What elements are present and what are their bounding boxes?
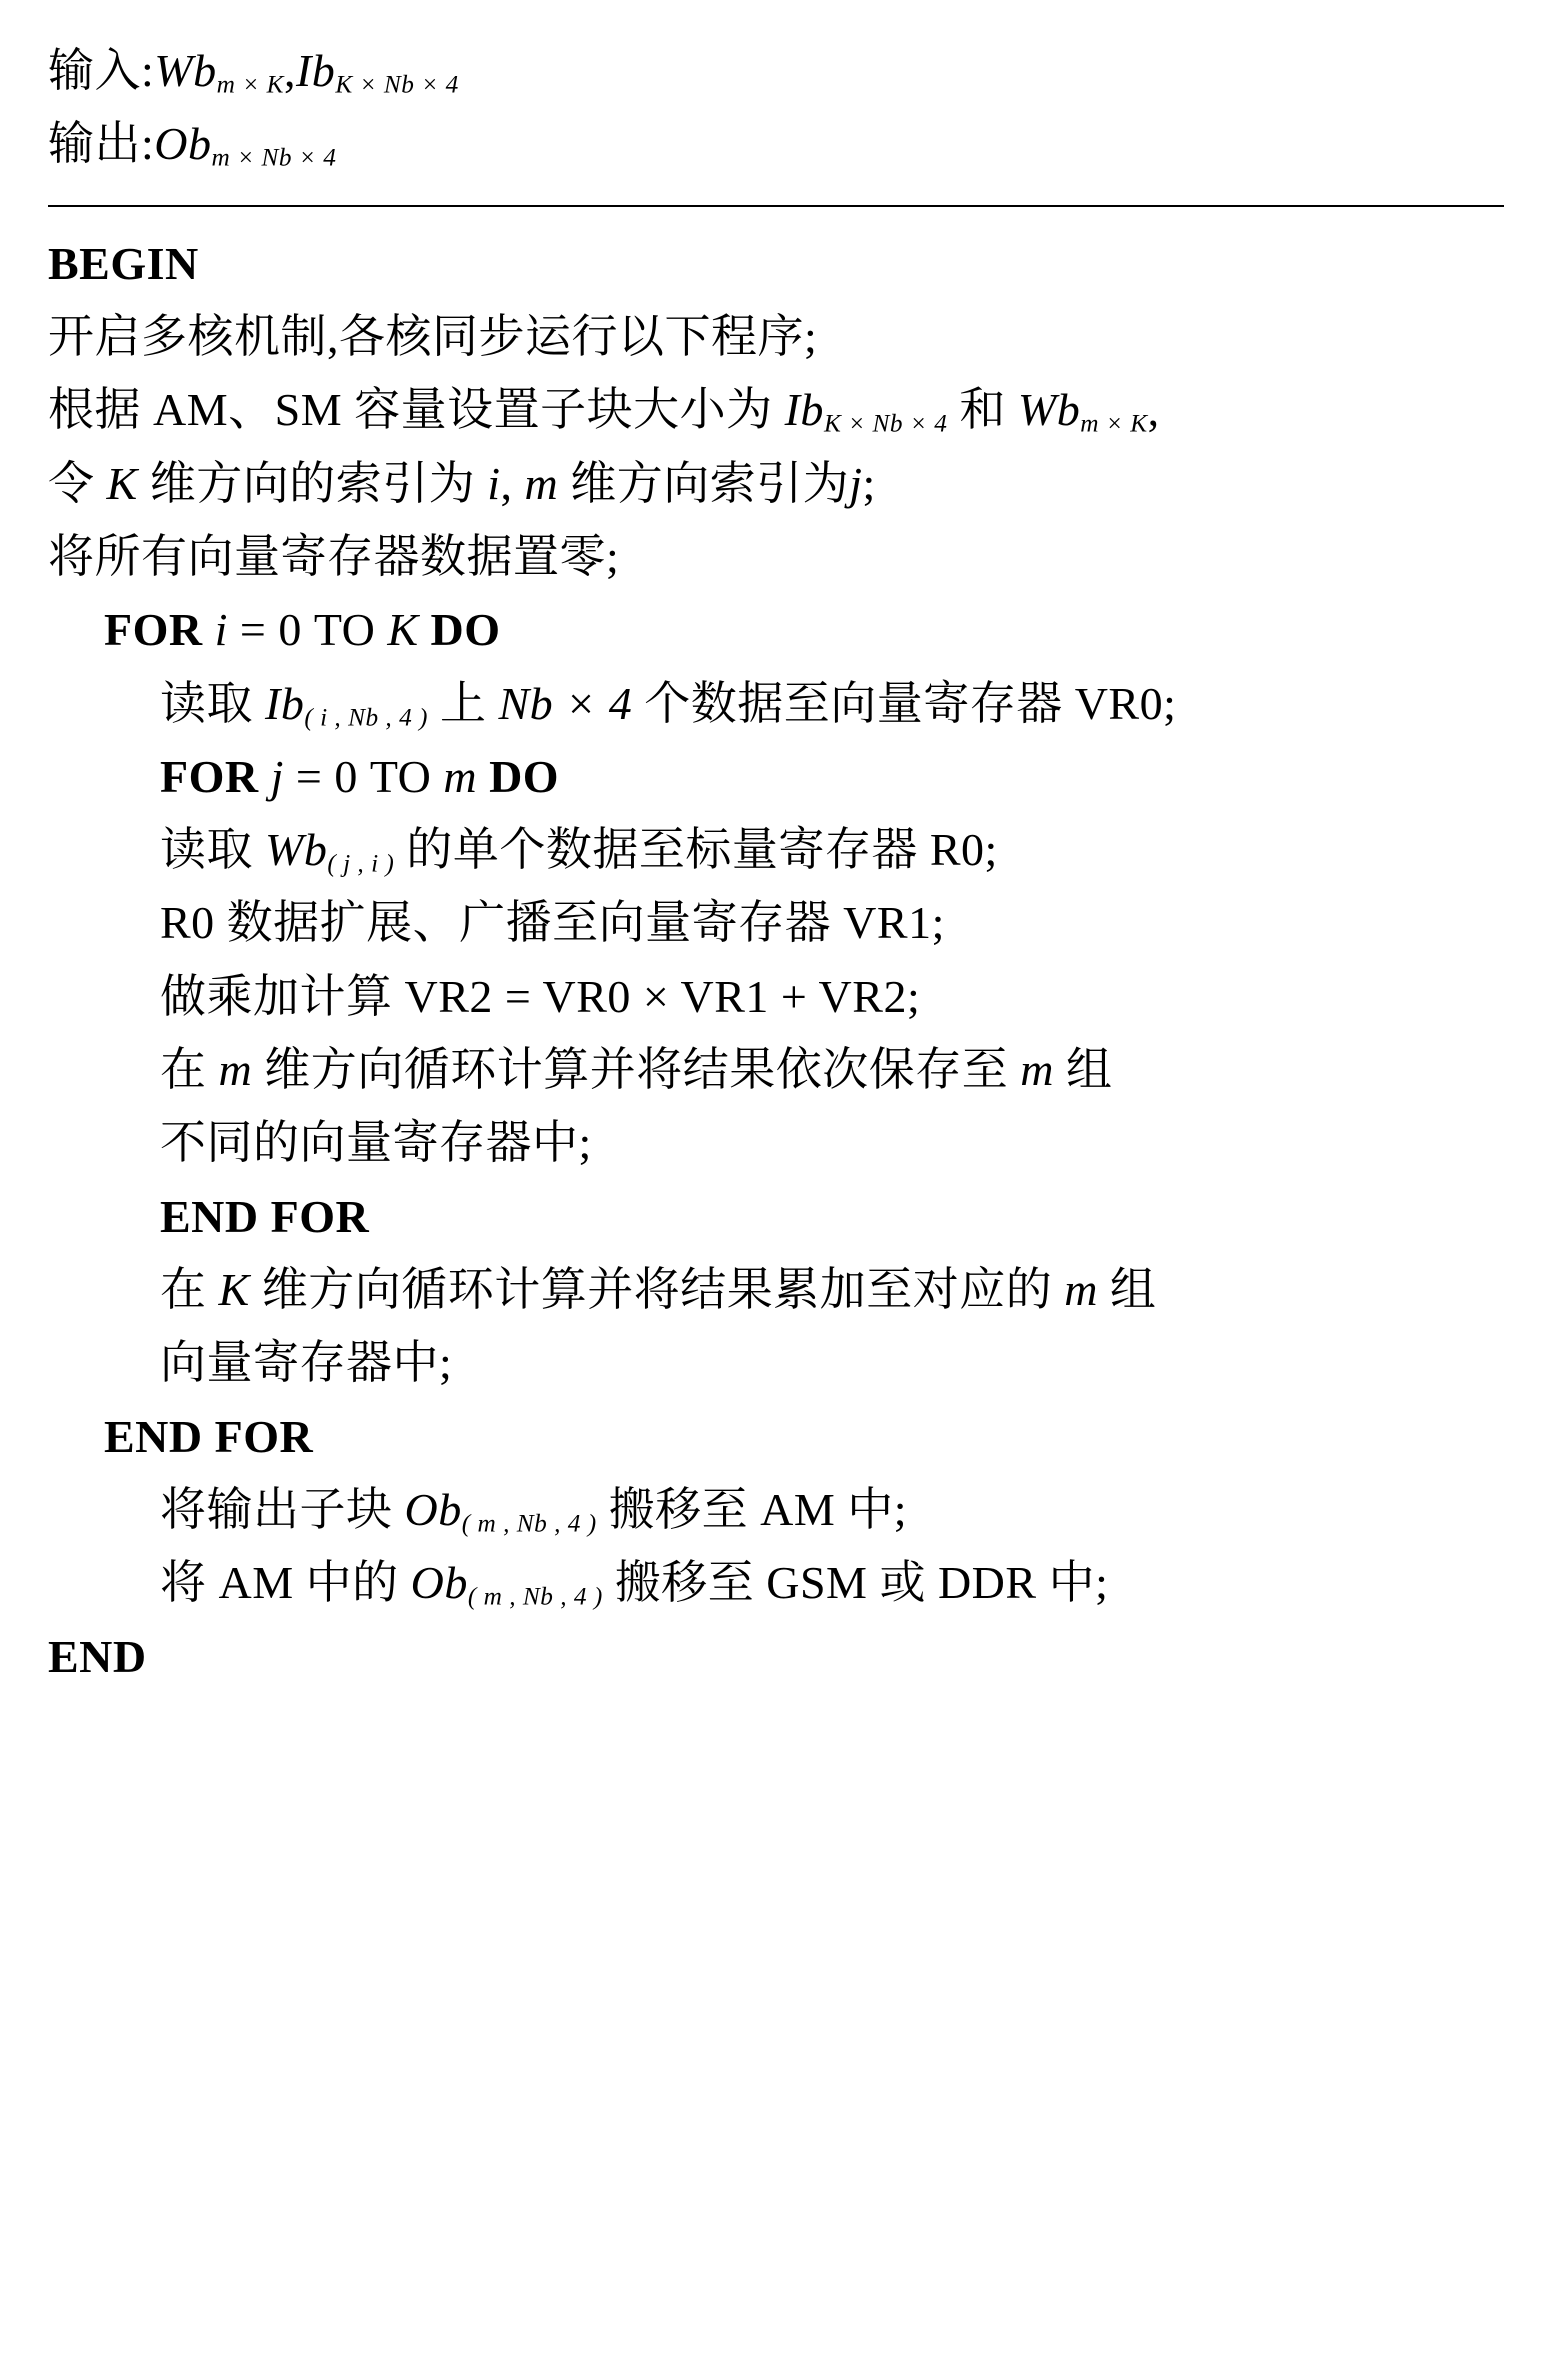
step-subblock-mid: 和: [959, 384, 1006, 436]
for-var-j: j: [270, 750, 284, 802]
output-var: Ob: [154, 118, 212, 170]
for-init-i: = 0: [239, 604, 302, 656]
do-keyword-j: DO: [489, 750, 560, 802]
step-read-wb-var-sub: ( j , i ): [327, 849, 395, 878]
step-read-wb-b: 的单个数据至标量寄存器 R0;: [406, 824, 998, 876]
for-limit-j: m: [443, 750, 478, 802]
step-subblock-size-text-a: 根据 AM、SM 容量设置子块大小为: [48, 384, 773, 436]
step-move-gsm-a: 将 AM 中的: [160, 1557, 399, 1609]
step-index-j: j: [849, 457, 863, 509]
step-mac: 做乘加计算 VR2 = VR0 × VR1 + VR2;: [160, 970, 921, 1022]
step-index-b: 维方向的索引为: [149, 457, 476, 509]
step-multicore: 开启多核机制,各核同步运行以下程序;: [48, 310, 818, 362]
input-comma: ,: [283, 45, 296, 96]
input-var1: Wb: [154, 45, 217, 96]
step-index-c: 维方向索引为: [570, 457, 850, 509]
step-read-ib-var-sub: ( i , Nb , 4 ): [304, 702, 428, 731]
step-move-gsm-var-sub: ( m , Nb , 4 ): [467, 1582, 603, 1611]
output-label: 输出: [48, 118, 141, 170]
step-index-a: 令: [48, 457, 95, 509]
begin-keyword: BEGIN: [48, 237, 199, 289]
step-move-am-var-sub: ( m , Nb , 4 ): [461, 1509, 597, 1538]
step-m-loop-cont: 不同的向量寄存器中;: [160, 1117, 592, 1169]
step-index-def: [48, 451, 1504, 516]
step-read-wb-a: 读取: [160, 824, 253, 876]
step-m-loop-c: 组: [1065, 1044, 1113, 1096]
output-var-sub: m × Nb × 4: [211, 143, 337, 172]
step-k-loop: [48, 1257, 1504, 1322]
step-move-gsm-var: Ob: [410, 1557, 468, 1609]
step-index-m: m: [524, 457, 559, 509]
step-read-ib: [48, 671, 1504, 736]
input-label: 输入: [48, 45, 141, 96]
step-subblock-size: [48, 377, 1504, 442]
step-k-loop-a: 在: [160, 1264, 207, 1315]
for-limit-i: K: [387, 604, 419, 656]
end-keyword: END: [48, 1630, 147, 1682]
step-subblock-var1: Ib: [784, 384, 824, 436]
input-var2: Ib: [295, 45, 336, 96]
for-loop-i: [48, 597, 1504, 662]
end-for-inner: END FOR: [160, 1190, 370, 1242]
step-m-loop-a: 在: [160, 1044, 207, 1096]
step-read-ib-a: 读取: [160, 677, 253, 729]
step-k-loop-m: m: [1064, 1264, 1098, 1315]
step-read-ib-var: Ib: [265, 677, 305, 729]
step-move-am-var: Ob: [404, 1483, 462, 1535]
input-var2-sub: K × Nb × 4: [335, 70, 459, 99]
for-keyword-i: FOR: [104, 604, 203, 656]
step-read-wb: [48, 817, 1504, 882]
for-to-j: TO: [369, 750, 432, 802]
step-move-gsm-b: 搬移至 GSM 或 DDR 中;: [614, 1557, 1109, 1609]
step-k-loop-c: 组: [1109, 1264, 1157, 1315]
step-move-to-gsm: [48, 1550, 1504, 1615]
output-line: [48, 111, 1504, 176]
input-var1-sub: m × K: [216, 70, 284, 99]
step-index-i: i: [487, 457, 501, 509]
step-move-am-a: 将输出子块: [160, 1483, 393, 1535]
step-k-loop-cont: 向量寄存器中;: [160, 1337, 453, 1389]
step-read-wb-var: Wb: [265, 824, 328, 876]
output-colon: :: [141, 118, 155, 170]
step-subblock-tail: ,: [1147, 384, 1160, 436]
input-line: [48, 38, 1504, 103]
for-init-j: = 0: [295, 750, 358, 802]
step-m-loop: [48, 1037, 1504, 1102]
do-keyword-i: DO: [430, 604, 501, 656]
step-index-tail: ;: [862, 457, 876, 509]
for-loop-j: [48, 744, 1504, 809]
step-m-loop-b: 维方向循环计算并将结果依次保存至: [264, 1044, 1009, 1096]
step-broadcast: R0 数据扩展、广播至向量寄存器 VR1;: [160, 897, 945, 949]
algorithm-header: [48, 38, 1504, 195]
for-to-i: TO: [313, 604, 376, 656]
for-var-i: i: [214, 604, 228, 656]
for-keyword-j: FOR: [160, 750, 259, 802]
header-divider: [48, 205, 1504, 207]
step-read-ib-c: 个数据至向量寄存器 VR0;: [644, 677, 1177, 729]
step-subblock-var2-sub: m × K: [1080, 409, 1148, 438]
step-move-am-b: 搬移至 AM 中;: [608, 1483, 908, 1535]
step-k-loop-k: K: [218, 1264, 250, 1315]
step-zero-registers: 将所有向量寄存器数据置零;: [48, 530, 620, 582]
input-colon: :: [141, 45, 155, 96]
step-subblock-var2: Wb: [1017, 384, 1081, 436]
step-read-ib-b: 上: [439, 677, 487, 729]
step-k-loop-b: 维方向循环计算并将结果累加至对应的: [261, 1264, 1053, 1315]
step-index-k: K: [106, 457, 138, 509]
algorithm-body: [48, 229, 1504, 1689]
step-m-loop-m1: m: [218, 1044, 253, 1096]
step-index-comma: ,: [500, 457, 513, 509]
step-move-to-am: [48, 1477, 1504, 1542]
end-for-outer: END FOR: [104, 1410, 314, 1462]
step-read-ib-count: Nb × 4: [498, 677, 633, 729]
step-subblock-var1-sub: K × Nb × 4: [823, 409, 948, 438]
step-m-loop-m2: m: [1020, 1044, 1054, 1096]
